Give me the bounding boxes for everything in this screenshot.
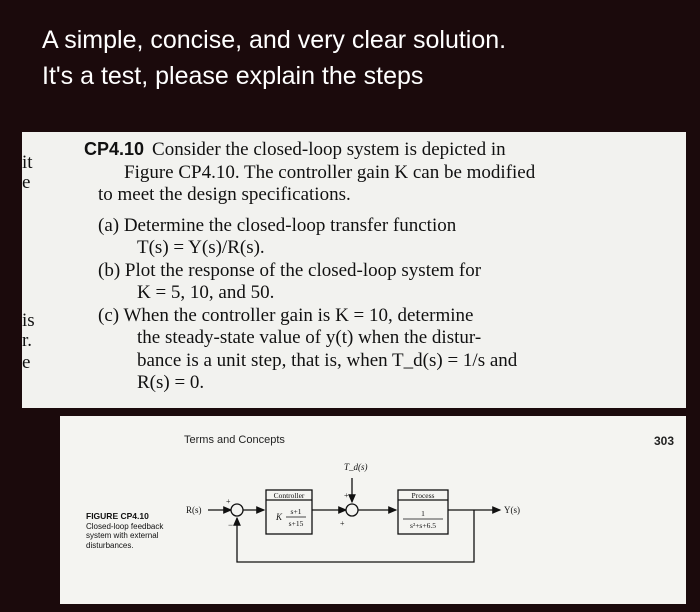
summing-junction-1 (231, 504, 243, 516)
block-diagram (60, 416, 686, 604)
margin-fragment: it (22, 152, 33, 173)
part-c: (c) When the controller gain is K = 10, determine (98, 304, 474, 326)
part-a: (a) Determine the closed-loop transfer function (98, 214, 457, 236)
process-title: Process (411, 491, 435, 500)
part-b: (b) Plot the response of the closed-loop system for (98, 259, 482, 281)
part-b-cont: K = 5, 10, and 50. (137, 282, 275, 303)
part-c-cont: bance is a unit step, that is, when T_d(s) = 1/s and (137, 349, 518, 371)
controller-denominator: s+15 (288, 519, 304, 528)
process-denominator: s²+s+6.5 (410, 521, 436, 530)
margin-fragment: r. (22, 330, 33, 351)
margin-fragment: e (22, 172, 31, 193)
intro-line: to meet the design specifications. (98, 184, 351, 205)
figure-title: FIGURE CP4.10 (86, 511, 149, 521)
disturbance-label: T_d(s) (344, 462, 368, 472)
sum2-plus-left: + (340, 519, 345, 528)
sum2-plus-top: + (344, 491, 349, 500)
sum1-plus-sign: + (226, 497, 231, 506)
controller-numerator: s+1 (290, 507, 302, 516)
summing-junction-2 (346, 504, 358, 516)
process-numerator: 1 (421, 509, 425, 518)
part-c-cont: R(s) = 0. (137, 372, 205, 393)
controller-gain: K (276, 512, 283, 522)
problem-statement (84, 138, 684, 395)
question-text (42, 22, 682, 94)
figure-page (60, 416, 686, 604)
question-line-2: It's a test, please explain the steps (42, 62, 424, 90)
intro-line: Consider the closed-loop system is depicted in (152, 139, 506, 160)
part-a-cont: T(s) = Y(s)/R(s). (137, 237, 265, 258)
sum1-minus-sign: − (228, 520, 234, 530)
intro-line: Figure CP4.10. The controller gain K can be modified (124, 161, 536, 183)
part-c-cont: the steady-state value of y(t) when the distur- (137, 327, 482, 348)
margin-fragment: is (22, 310, 35, 331)
problem-id: CP4.10 (84, 139, 145, 159)
page-header: Terms and Concepts (184, 434, 285, 446)
question-line-1: A simple, concise, and very clear solution. (42, 26, 507, 54)
textbook-problem-page (22, 132, 686, 408)
page-number: 303 (653, 434, 674, 448)
margin-fragment: e (22, 352, 31, 373)
input-label: R(s) (186, 505, 202, 515)
controller-title: Controller (273, 491, 305, 500)
output-label: Y(s) (504, 505, 520, 515)
figure-caption: Closed-loop feedback system with external disturbances. (86, 521, 164, 550)
